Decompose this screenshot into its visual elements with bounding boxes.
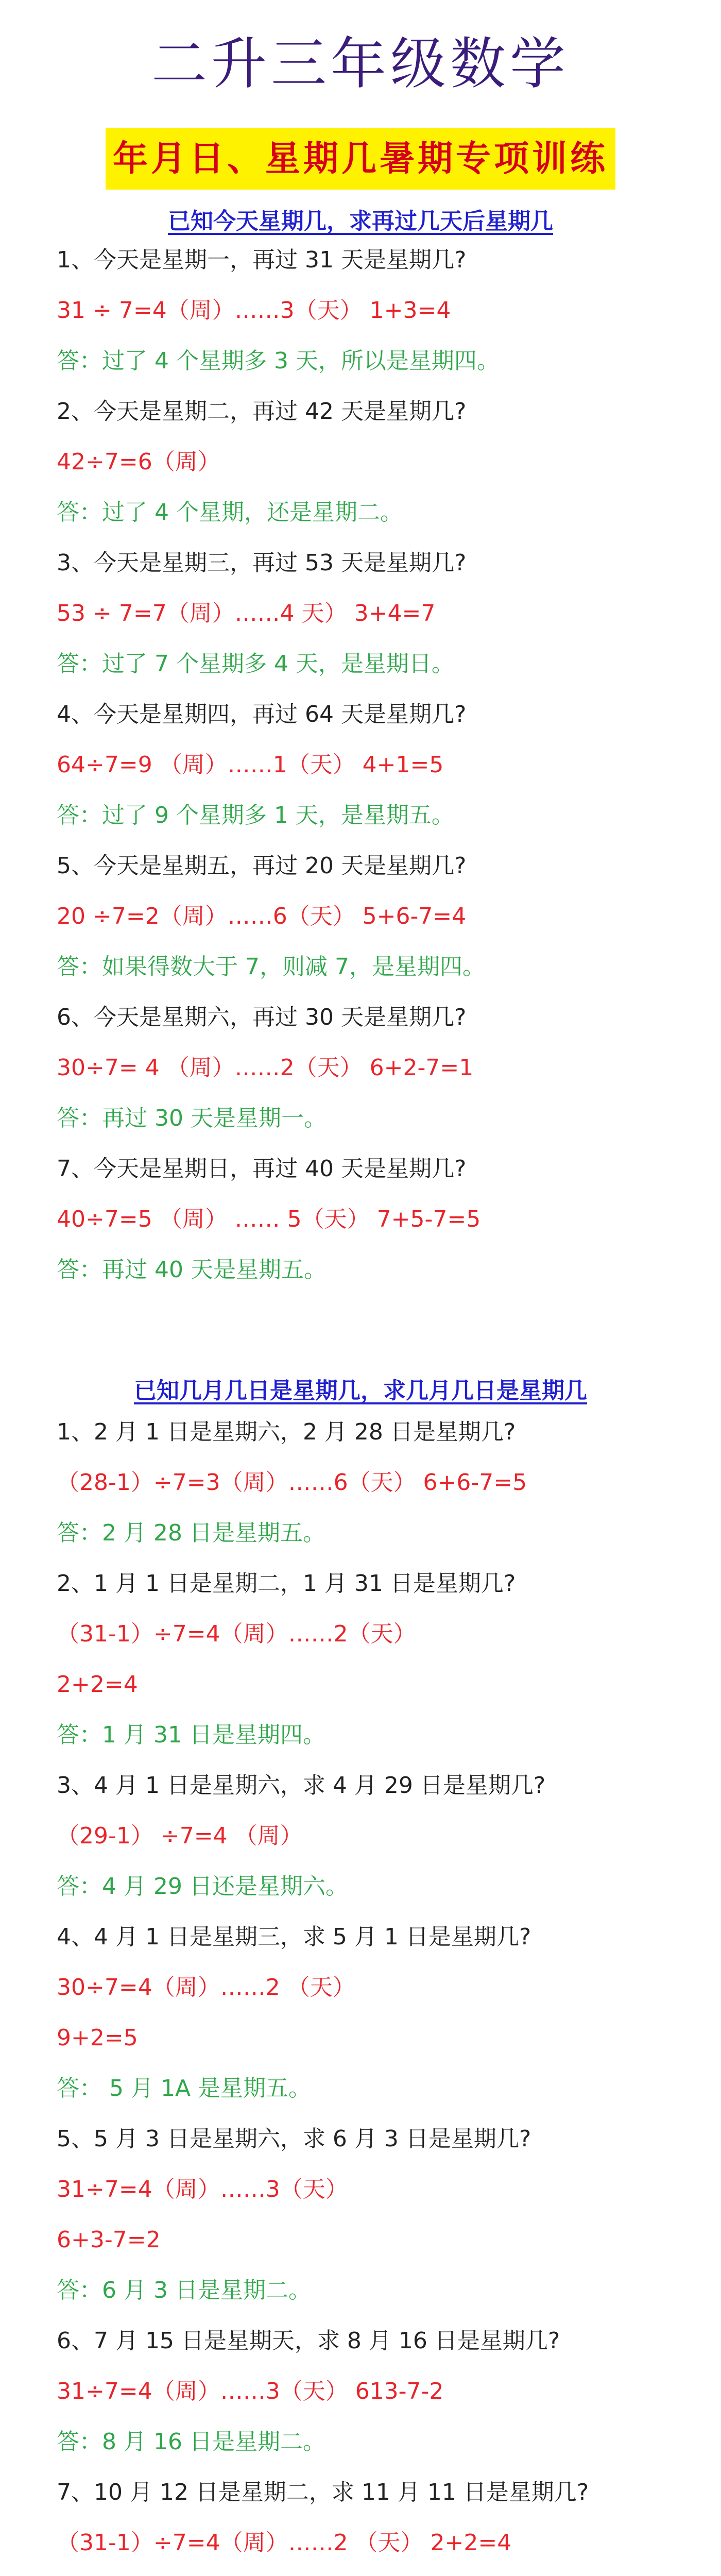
working-line: 64÷7=9 （周）……1（天） 4+1=5: [57, 752, 444, 778]
answer-line: 答：再过 30 天是星期一。: [57, 1105, 327, 1131]
question-line: 2、今天是星期二，再过 42 天是星期几?: [57, 398, 467, 425]
answer-line: 答：1 月 31 日是星期四。: [57, 1722, 325, 1748]
question-line: 1、今天是星期一，再过 31 天是星期几?: [57, 247, 467, 273]
answer-line: 答：再过 40 天是星期五。: [57, 1257, 327, 1283]
answer-line: 答：过了 7 个星期多 4 天，是星期日。: [57, 651, 454, 677]
question-line: 5、今天是星期五，再过 20 天是星期几?: [57, 853, 467, 879]
working-line: 9+2=5: [57, 2025, 138, 2051]
question-line: 4、4 月 1 日是星期三，求 5 月 1 日是星期几?: [57, 1924, 531, 1950]
working-line: 30÷7= 4 （周）……2（天） 6+2-7=1: [57, 1055, 474, 1081]
answer-line: 答：过了 9 个星期多 1 天，是星期五。: [57, 802, 454, 828]
answer-line: 答： 5 月 1A 是星期五。: [57, 2075, 312, 2102]
working-line: 31÷7=4（周）……3（天） 613-7-2: [57, 2378, 444, 2404]
question-line: 3、4 月 1 日是星期六，求 4 月 29 日是星期几?: [57, 1772, 546, 1799]
question-line: 7、10 月 12 日是星期二，求 11 月 11 日是星期几?: [57, 2479, 589, 2505]
question-line: 6、7 月 15 日是星期天，求 8 月 16 日是星期几?: [57, 2328, 560, 2354]
working-line: 30÷7=4（周）……2 （天）: [57, 1974, 355, 2001]
answer-line: 答：如果得数大于 7，则减 7，是星期四。: [57, 954, 485, 980]
answer-line: 答：8 月 16 日是星期二。: [57, 2429, 325, 2455]
answer-line: 答：6 月 3 日是星期二。: [57, 2277, 311, 2303]
working-line: （28-1）÷7=3（周）……6（天） 6+6-7=5: [57, 1469, 527, 1496]
question-line: 3、今天是星期三，再过 53 天是星期几?: [57, 550, 467, 576]
answer-line: 答：过了 4 个星期，还是星期二。: [57, 499, 403, 526]
working-line: 42÷7=6（周）: [57, 449, 220, 475]
working-line: 2+2=4: [57, 1671, 138, 1698]
title-banner: 年月日、星期几暑期专项训练: [106, 128, 615, 190]
page-title: 二升三年级数学: [151, 32, 570, 96]
question-line: 4、今天是星期四，再过 64 天是星期几?: [57, 701, 467, 727]
working-line: 40÷7=5 （周） …… 5（天） 7+5-7=5: [57, 1206, 481, 1232]
question-line: 1、2 月 1 日是星期六，2 月 28 日是星期几?: [57, 1419, 516, 1445]
section-title: 已知今天星期几，求再过几天后星期几: [168, 208, 553, 234]
question-line: 2、1 月 1 日是星期二，1 月 31 日是星期几?: [57, 1570, 516, 1597]
answer-line: 答：过了 4 个星期多 3 天，所以是星期四。: [57, 348, 500, 374]
working-line: 6+3-7=2: [57, 2227, 161, 2253]
working-line: 53 ÷ 7=7（周）……4 天） 3+4=7: [57, 600, 436, 626]
working-line: 31 ÷ 7=4（周）……3（天） 1+3=4: [57, 297, 451, 324]
question-line: 6、今天是星期六，再过 30 天是星期几?: [57, 1004, 467, 1030]
working-line: （29-1） ÷7=4 （周）: [57, 1823, 303, 1849]
working-line: （31-1）÷7=4（周）……2（天）: [57, 1621, 416, 1647]
question-line: 5、5 月 3 日是星期六，求 6 月 3 日是星期几?: [57, 2126, 531, 2152]
section-title: 已知几月几日是星期几，求几月几日是星期几: [134, 1378, 587, 1404]
working-line: （31-1）÷7=4（周）……2 （天） 2+2=4: [57, 2530, 512, 2556]
working-line: 20 ÷7=2（周）……6（天） 5+6-7=4: [57, 903, 467, 929]
answer-line: 答：4 月 29 日还是星期六。: [57, 1873, 348, 1900]
question-line: 7、今天是星期日，再过 40 天是星期几?: [57, 1156, 467, 1182]
answer-line: 答：2 月 28 日是星期五。: [57, 1520, 325, 1546]
working-line: 31÷7=4（周）……3（天）: [57, 2176, 348, 2202]
